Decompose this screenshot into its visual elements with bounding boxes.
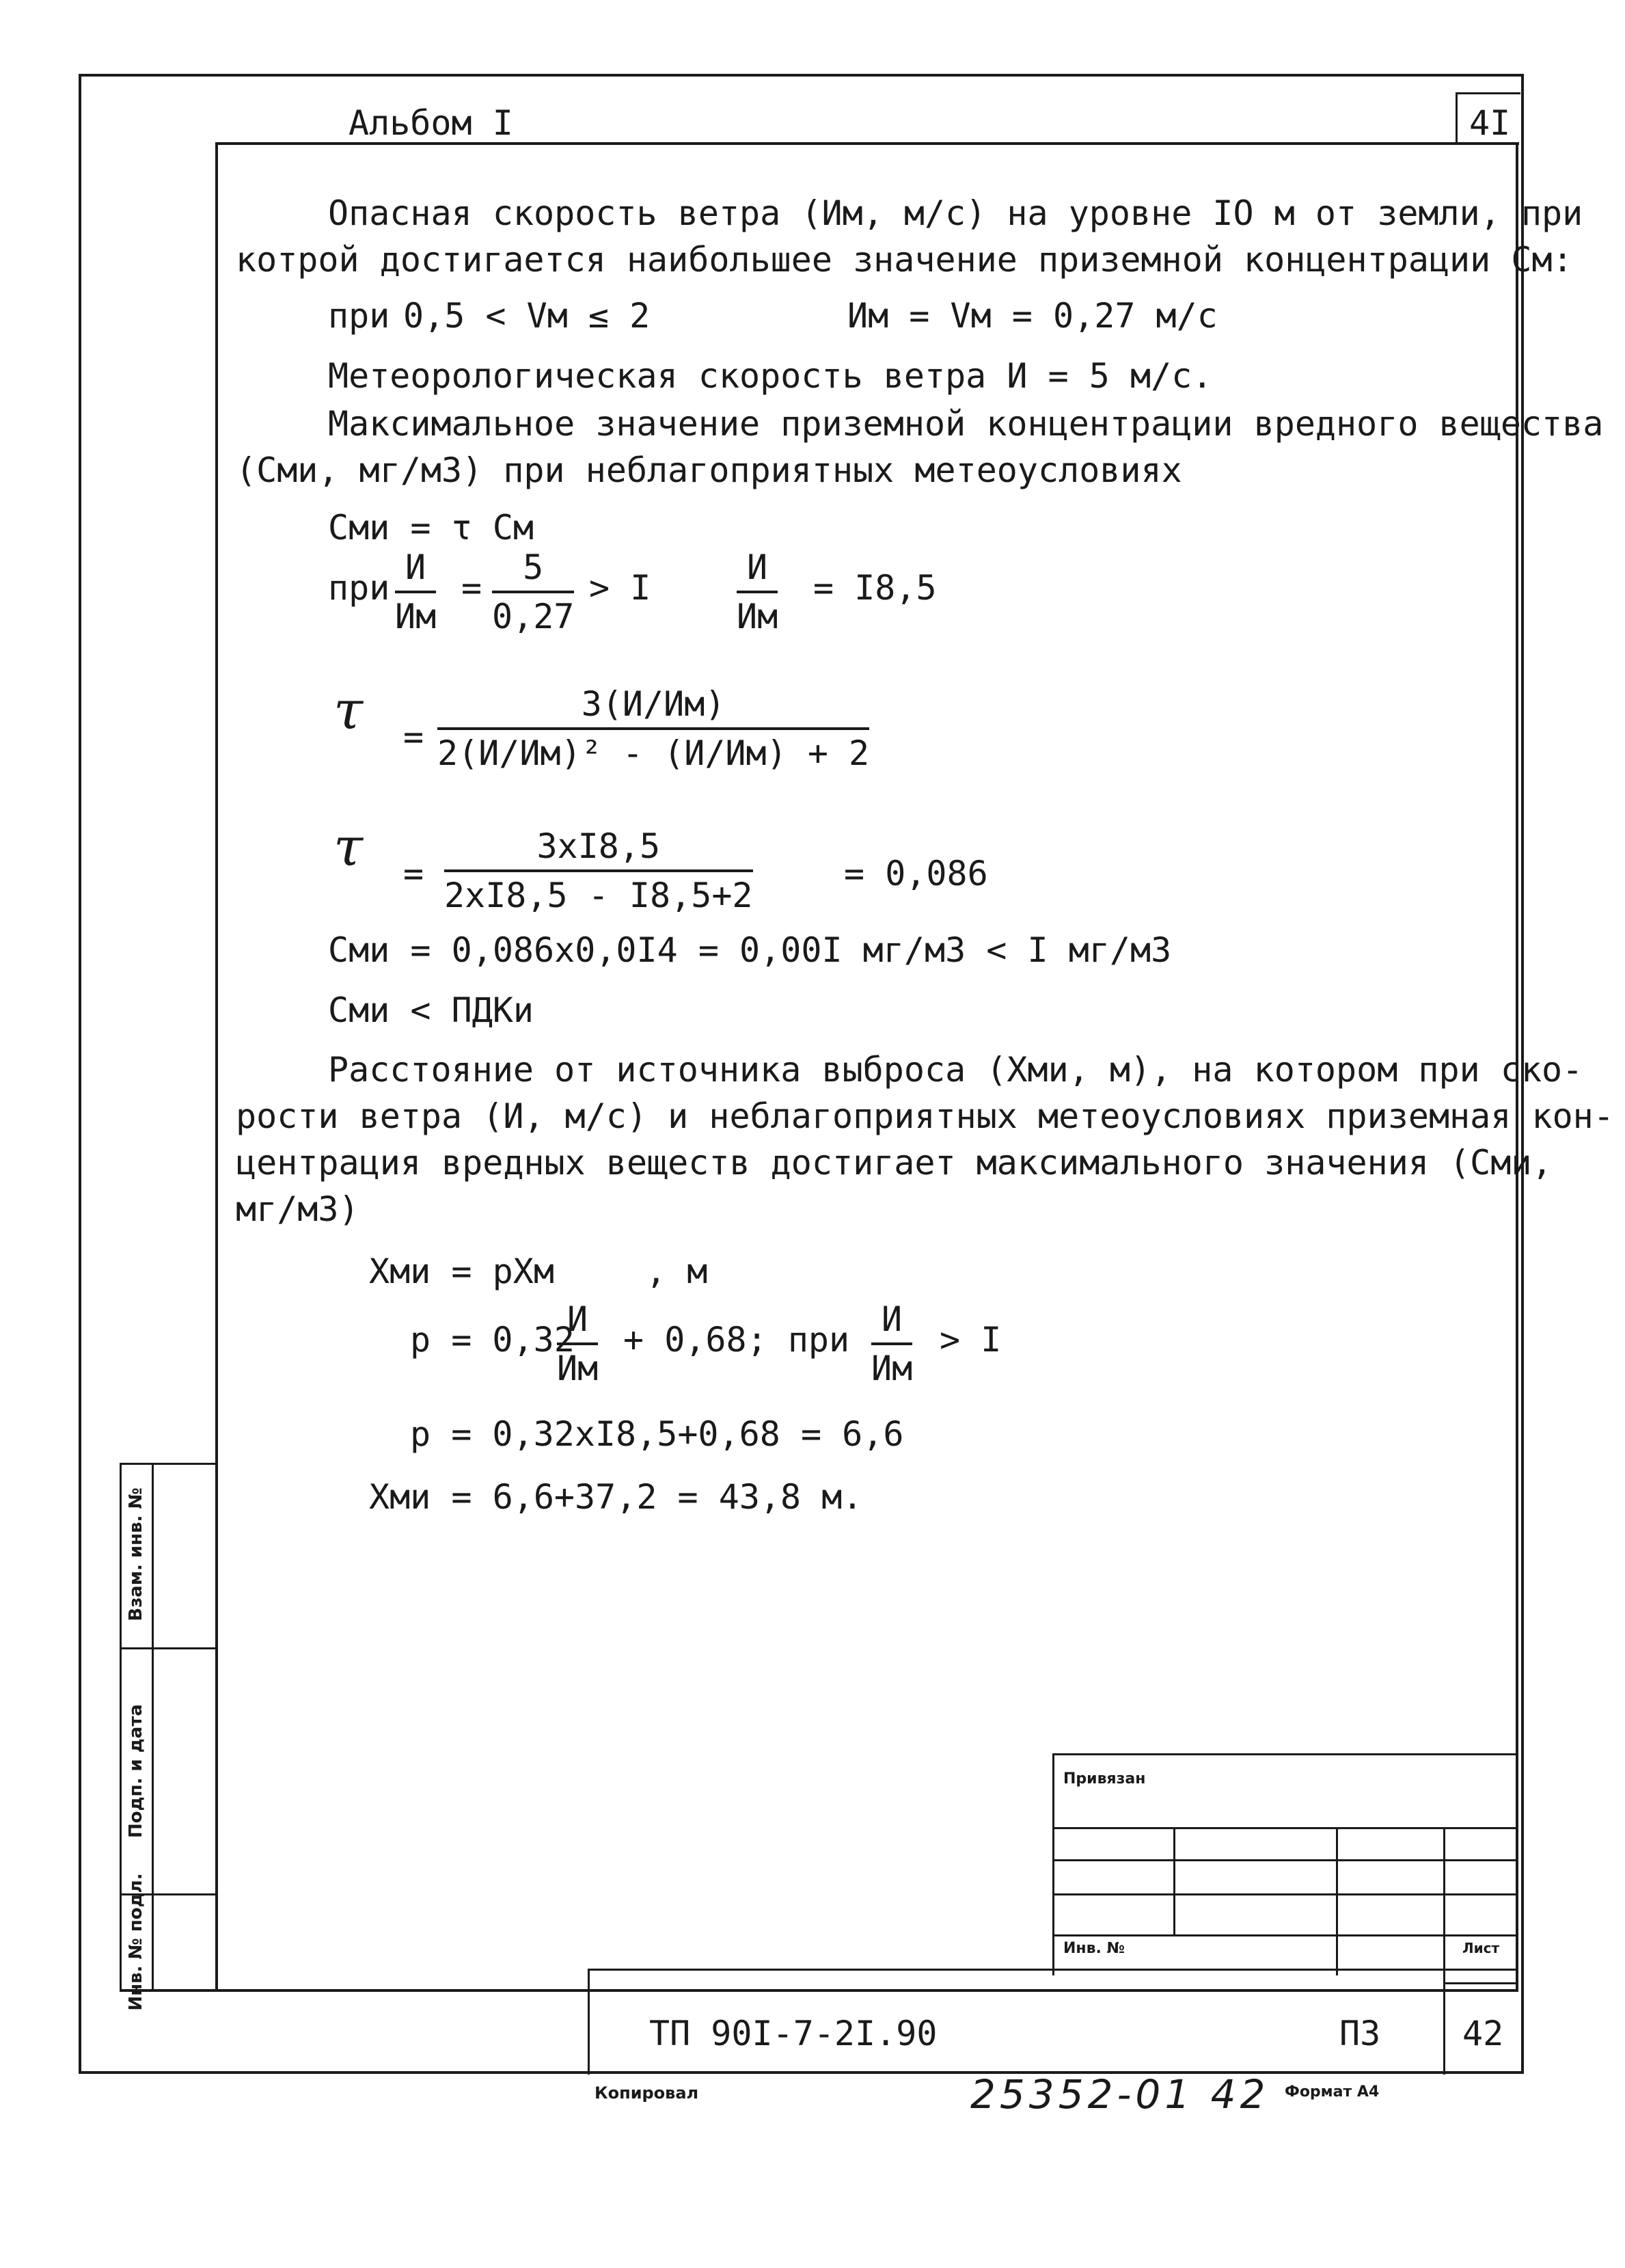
fraction-numerator: 5 bbox=[492, 547, 574, 593]
xmi-formula: Хми = рХм bbox=[369, 1252, 554, 1291]
tb-sheet-label: Лист bbox=[1462, 1940, 1500, 1956]
fraction-v-vm bbox=[395, 547, 436, 637]
paragraph-line: рости ветра (И, м/с) и неблагоприятных метеоусловиях приземная кон- bbox=[236, 1096, 1614, 1136]
frame-left bbox=[79, 74, 81, 2074]
fraction-denominator: 2xI8,5 - I8,5+2 bbox=[444, 876, 753, 915]
fraction-denominator: 2(И/Им)² - (И/Им) + 2 bbox=[437, 733, 870, 773]
meteo-speed: Метеорологическая скорость ветра И = 5 м/с. bbox=[328, 356, 1213, 396]
tau-equals: = bbox=[403, 717, 424, 757]
tb-sheet-box-top bbox=[1443, 1982, 1518, 1984]
tb-row bbox=[1052, 1859, 1518, 1861]
p-calc: р = 0,32xI8,5+0,68 = 6,6 bbox=[410, 1414, 904, 1454]
fraction-numerator: 3xI8,5 bbox=[444, 826, 753, 872]
ratio-equals: = bbox=[461, 568, 482, 608]
cmi-compare: Сми < ПДКи bbox=[328, 990, 534, 1030]
tb-row bbox=[1052, 1934, 1518, 1936]
fraction-numerator: 3(И/Им) bbox=[437, 684, 869, 730]
tb-designation: ТП 90I-7-2I.90 bbox=[649, 2014, 938, 2053]
paragraph-line: Расстояние от источника выброса (Хми, м), на котором при ско- bbox=[328, 1050, 1583, 1090]
tb-col bbox=[1336, 1827, 1338, 1975]
tb-col bbox=[1173, 1827, 1175, 1934]
xmi-calc: Хми = 6,6+37,2 = 43,8 м. bbox=[369, 1477, 863, 1517]
tb-sheet-box-left bbox=[1443, 1969, 1445, 2075]
condition-result: Им = Vм = 0,27 м/с bbox=[847, 296, 1218, 336]
xmi-unit: , м bbox=[646, 1252, 708, 1291]
inner-frame-bottom bbox=[120, 1989, 1518, 1992]
tb-sheet-number: 42 bbox=[1462, 2014, 1504, 2053]
paragraph-line: (Сми, мг/м3) при неблагоприятных метеоусловиях bbox=[236, 450, 1182, 490]
frame-bottom bbox=[79, 2071, 1524, 2074]
paragraph-line: Максимальное значение приземной концентрации вредного вещества bbox=[328, 404, 1604, 444]
fraction-numerator: И bbox=[871, 1299, 912, 1345]
stamp-column-top bbox=[120, 1463, 217, 1465]
tb-privyazan-label: Привязан bbox=[1063, 1770, 1146, 1787]
ratio-gt: > I bbox=[589, 568, 651, 608]
fraction-denominator: Им bbox=[871, 1349, 913, 1388]
stamp-podp-data: Подп. и дата bbox=[126, 1704, 146, 1838]
cmi-calc: Сми = 0,086x0,0I4 = 0,00I мг/м3 < I мг/м3 bbox=[328, 930, 1172, 970]
tb-row bbox=[1052, 1893, 1518, 1895]
fraction-numerator: И bbox=[557, 1299, 598, 1345]
condition-prefix: при bbox=[328, 296, 390, 336]
tau-symbol: τ bbox=[333, 680, 364, 742]
tau-general-fraction bbox=[437, 684, 869, 774]
tau-symbol: τ bbox=[333, 817, 364, 878]
paragraph-line: центрация вредных веществ достигает максимального значения (Сми, bbox=[236, 1143, 1553, 1183]
tb-privyaz-top bbox=[1052, 1753, 1518, 1755]
fraction-v-vm-2 bbox=[737, 547, 778, 637]
p-fraction-2 bbox=[871, 1299, 912, 1389]
p-fraction bbox=[557, 1299, 598, 1389]
paragraph-line: мг/м3) bbox=[236, 1189, 359, 1229]
tau-calc-fraction bbox=[444, 826, 753, 916]
footer-copied: Копировал bbox=[595, 2083, 699, 2103]
tb-doc-code: ПЗ bbox=[1339, 2014, 1381, 2053]
stamp-vzam-inv: Взам. инв. № bbox=[126, 1487, 146, 1621]
tb-inv-no-label: Инв. № bbox=[1063, 1940, 1125, 1957]
ratio-prefix: при bbox=[328, 568, 390, 608]
condition-range: 0,5 < Vм ≤ 2 bbox=[403, 296, 651, 336]
fraction-numerator: И bbox=[395, 547, 436, 593]
cmi-formula: Сми = τ См bbox=[328, 508, 534, 548]
stamp-column-mid bbox=[152, 1463, 154, 1992]
ratio-result: = I8,5 bbox=[813, 568, 937, 608]
tau-calc-result: = 0,086 bbox=[844, 854, 988, 893]
fraction-denominator: Им bbox=[557, 1349, 599, 1388]
paragraph-line: котрой достигается наибольшее значение приземной концентрации См: bbox=[236, 240, 1573, 280]
p-formula-lhs: р = 0,32 bbox=[410, 1320, 575, 1360]
tb-col bbox=[1443, 1827, 1445, 1975]
stamp-divider bbox=[120, 1647, 217, 1649]
fraction-5-027 bbox=[492, 547, 574, 637]
page-number: 4I bbox=[1469, 103, 1511, 143]
stamp-inv-podl: Инв. № подл. bbox=[126, 1873, 146, 2011]
tb-main-top bbox=[588, 1969, 1518, 1971]
inner-frame-left bbox=[215, 142, 218, 1992]
album-label: Альбом I bbox=[349, 103, 513, 143]
tb-row bbox=[1052, 1827, 1518, 1829]
page-number-box-left bbox=[1456, 92, 1458, 144]
tb-designation-box-left bbox=[588, 1969, 590, 2075]
tau-equals: = bbox=[403, 854, 424, 893]
frame-top bbox=[79, 74, 1524, 77]
p-formula-tail: > I bbox=[940, 1320, 1002, 1360]
paragraph-line: Опасная скорость ветра (Им, м/с) на уровне IO м от земли, при bbox=[328, 193, 1583, 233]
tb-privyaz-left bbox=[1052, 1753, 1054, 1975]
fraction-denominator: Им bbox=[737, 597, 778, 636]
stamp-column-left bbox=[120, 1463, 122, 1992]
fraction-numerator: И bbox=[737, 547, 778, 593]
fraction-denominator: Им bbox=[395, 597, 437, 636]
fraction-denominator: 0,27 bbox=[492, 597, 575, 636]
p-formula-mid: + 0,68; при bbox=[623, 1320, 850, 1360]
footer-format: Формат А4 bbox=[1285, 2083, 1380, 2101]
page-number-box-top bbox=[1456, 92, 1520, 94]
footer-handwritten-number: 25352-01 42 bbox=[970, 2071, 1270, 2118]
